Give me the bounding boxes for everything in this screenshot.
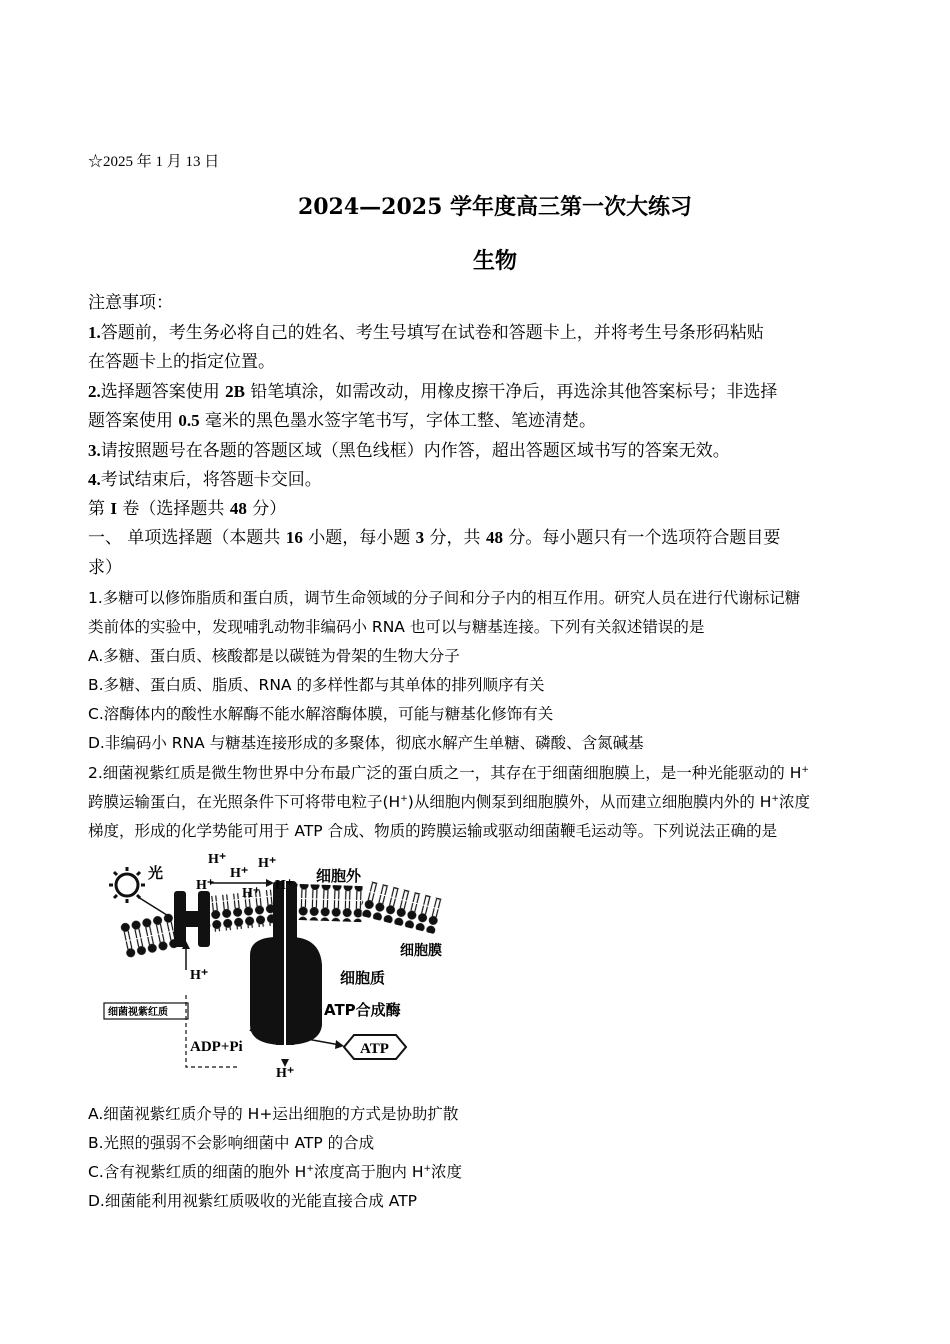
h-plus-label: H⁺ — [242, 886, 261, 901]
q2-option-a: A.细菌视紫红质介导的 H+运出细胞的方式是协助扩散 — [88, 1105, 459, 1123]
membrane-label: 细胞膜 — [400, 943, 442, 959]
outside-label: 细胞外 — [316, 867, 362, 885]
membrane-diagram — [100, 845, 455, 1080]
q1-stem-line2: 类前体的实验中，发现哺乳动物非编码小 RNA 也可以与糖基连接。下列有关叙述错误的是 — [88, 618, 705, 636]
h-plus-label: H⁺ — [230, 866, 249, 881]
h-plus-label: H⁺ — [276, 1066, 295, 1080]
notice-heading: 注意事项： — [88, 293, 173, 313]
q2-option-b: B.光照的强弱不会影响细菌中 ATP 的合成 — [88, 1134, 375, 1152]
notice-item-1: 1.答题前，考生务必将自己的姓名、考生号填写在试卷和答题卡上，并将考生号条形码粘贴 — [88, 323, 764, 343]
light-label: 光 — [148, 864, 164, 882]
notice-item-4: 4.考试结束后，将答题卡交回。 — [88, 470, 322, 490]
energy-path — [186, 995, 240, 1067]
notice-item-2: 2.选择题答案使用 2B 铅笔填涂，如需改动，用橡皮擦干净后，再选涂其他答案标号；非选择 — [88, 382, 778, 402]
volume-heading: 第 I 卷（选择题共 48 分） — [88, 499, 287, 519]
q2-stem-line1: 2.细菌视紫红质是微生物世界中分布最广泛的蛋白质之一，其存在于细菌细胞膜上，是一种光能驱动的 H+ — [88, 764, 809, 782]
exam-subject: 生物 — [472, 249, 517, 274]
q1-option-b: B.多糖、蛋白质、脂质、RNA 的多样性都与其单体的排列顺序有关 — [88, 676, 545, 694]
q2-option-d: D.细菌能利用视紫红质吸收的光能直接合成 ATP — [88, 1192, 418, 1210]
notice-item-3: 3.请按照题号在各题的答题区域（黑色线框）内作答，超出答题区域书写的答案无效。 — [88, 441, 730, 461]
q2-stem-line3: 梯度，形成的化学势能可用于 ATP 合成、物质的跨膜运输或驱动细菌鞭毛运动等。下列说法正确的是 — [88, 822, 778, 840]
exam-date: ☆2025 年 1 月 13 日 — [88, 154, 220, 170]
h-plus-label: H⁺ — [190, 968, 209, 983]
exam-title: 2024—2025 学年度高三第一次大练习 — [297, 194, 693, 220]
q2-stem-line2: 跨膜运输蛋白，在光照条件下可将带电粒子(H+)从细胞内侧泵到细胞膜外，从而建立细胞膜内外的 H+浓度 — [88, 793, 810, 811]
cytoplasm-label: 细胞质 — [340, 969, 386, 987]
q1-option-c: C.溶酶体内的酸性水解酶不能水解溶酶体膜，可能与糖基化修饰有关 — [88, 705, 554, 723]
q1-option-a: A.多糖、蛋白质、核酸都是以碳链为骨架的生物大分子 — [88, 647, 460, 665]
h-plus-label: H⁺ — [275, 878, 294, 893]
q2-option-c: C.含有视紫红质的细菌的胞外 H+浓度高于胞内 H+浓度 — [88, 1163, 463, 1181]
notice-item-2-cont: 题答案使用 0.5 毫米的黑色墨水签字笔书写，字体工整、笔迹清楚。 — [88, 411, 597, 431]
part-heading-cont: 求） — [88, 558, 122, 578]
h-plus-label: H⁺ — [258, 856, 277, 871]
notice-item-1-cont: 在答题卡上的指定位置。 — [88, 352, 275, 372]
adp-label: ADP+Pi — [190, 1039, 243, 1055]
bacteriorhodopsin-protein — [174, 891, 210, 947]
h-plus-label: H⁺ — [208, 852, 227, 867]
h-plus-label: H⁺ — [196, 878, 215, 893]
atp-synthase-label: ATP合成酶 — [324, 1001, 401, 1019]
atp-label: ATP — [360, 1041, 389, 1057]
q1-stem-line1: 1.多糖可以修饰脂质和蛋白质，调节生命领域的分子间和分子内的相互作用。研究人员在进行代谢标记糖 — [88, 589, 801, 607]
protein-label: 细菌视紫红质 — [108, 1007, 168, 1018]
part-heading: 一、 单项选择题（本题共 16 小题，每小题 3 分，共 48 分。每小题只有一个选项符合题目要 — [88, 528, 781, 548]
q1-option-d: D.非编码小 RNA 与糖基连接形成的多聚体，彻底水解产生单糖、磷酸、含氮碱基 — [88, 734, 644, 752]
